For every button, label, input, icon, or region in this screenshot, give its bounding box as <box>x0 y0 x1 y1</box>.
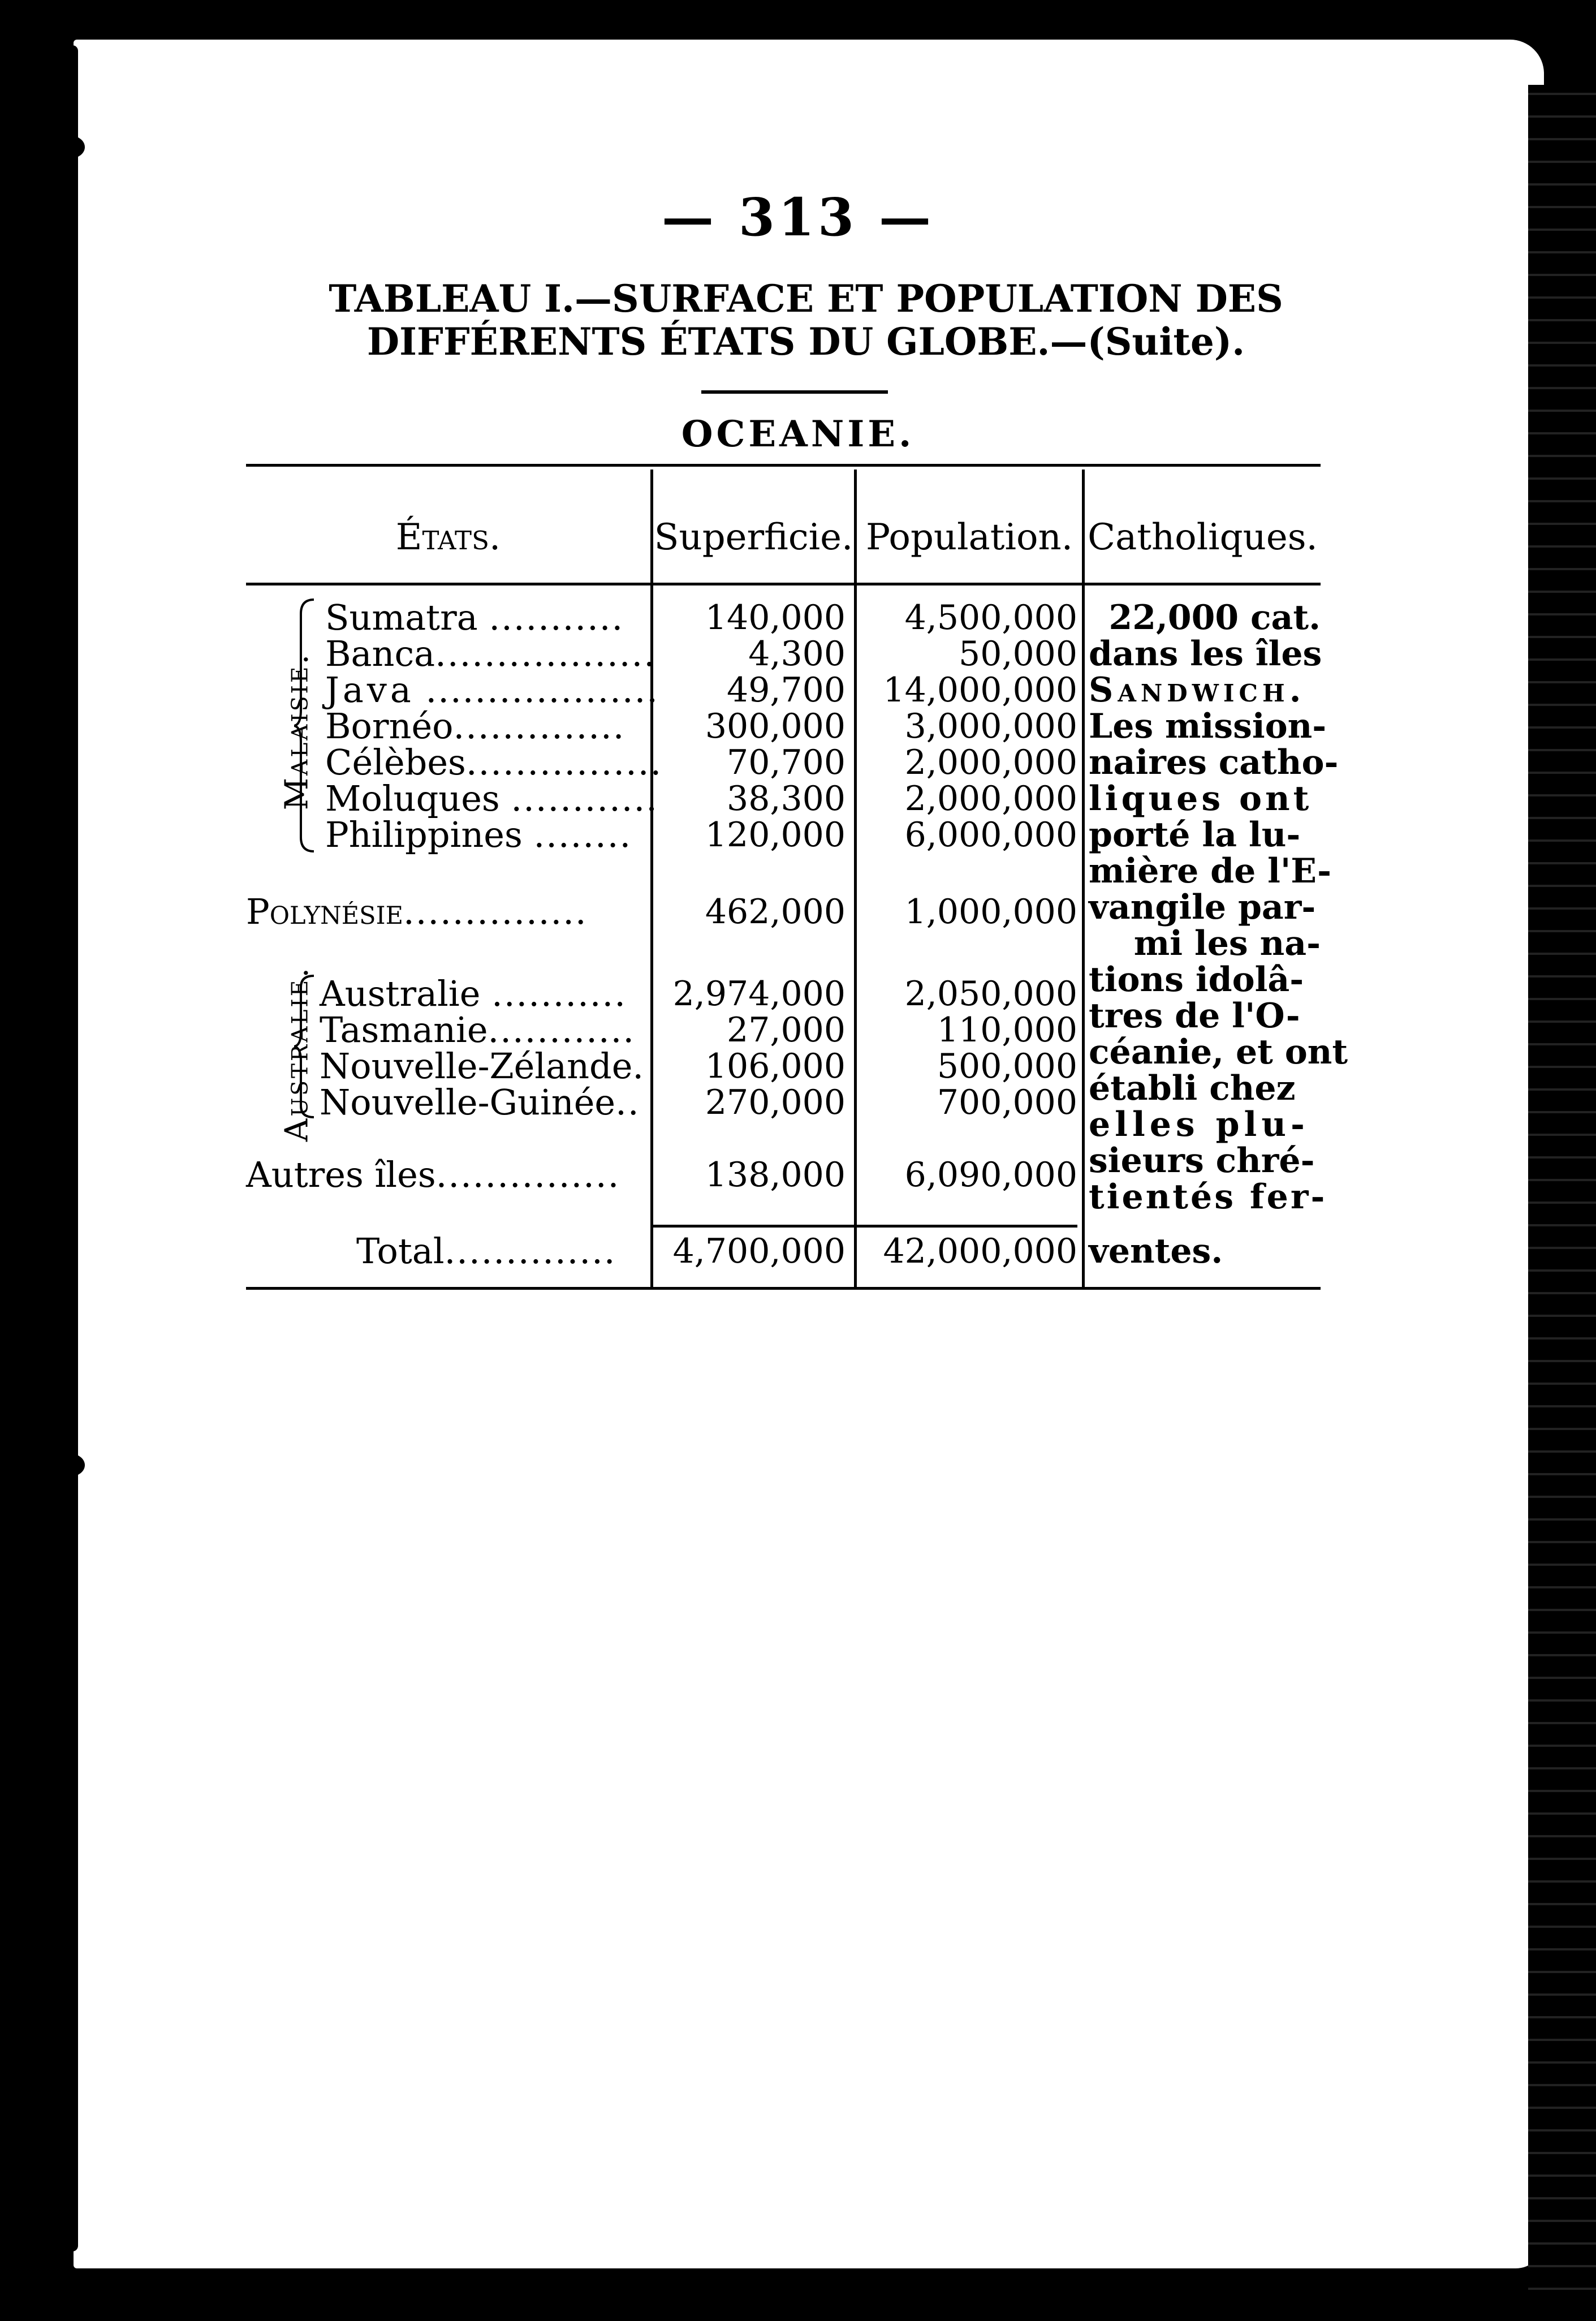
row-label: Sumatra ........... <box>325 597 624 638</box>
population-total: 42,000,000 <box>883 1231 1077 1271</box>
region-title: OCEANIE. <box>681 413 915 455</box>
catholics-note-line: ventes. <box>1089 1231 1223 1271</box>
surface-cell: 70,700 <box>727 743 846 782</box>
row-label: Philippines ........ <box>325 814 632 855</box>
catholics-note-line: naires catho- <box>1089 743 1339 782</box>
surface-cell: 300,000 <box>705 707 846 746</box>
surface-cell: 270,000 <box>705 1083 846 1122</box>
population-cell: 14,000,000 <box>883 670 1077 710</box>
catholics-note-line: dans les îles <box>1089 634 1322 674</box>
surface-cell: 140,000 <box>705 598 846 638</box>
catholics-note-line: elles plu- <box>1089 1105 1309 1144</box>
population-cell: 500,000 <box>937 1047 1077 1086</box>
table-title <box>283 277 1329 363</box>
catholics-note-line: mi les na- <box>1133 924 1321 963</box>
binding-thread <box>63 45 78 2251</box>
surface-cell: 27,000 <box>727 1010 846 1050</box>
population-cell: 110,000 <box>937 1010 1077 1050</box>
catholics-note-line: Sandwich. <box>1089 670 1306 710</box>
page-number: — 313 — <box>661 187 935 248</box>
surface-cell: 106,000 <box>705 1047 846 1086</box>
surface-cell: 38,300 <box>727 779 846 819</box>
row-label: Bornéo.............. <box>325 705 626 747</box>
row-label: Australie ........... <box>320 973 627 1014</box>
catholics-note-line: tions idolâ- <box>1089 960 1304 1000</box>
surface-cell: 138,000 <box>705 1155 846 1195</box>
header-surface: Superficie. <box>654 516 853 558</box>
row-label: Célèbes................ <box>325 742 663 783</box>
surface-cell: 2,974,000 <box>672 974 846 1014</box>
row-label: Java ................... <box>325 669 659 710</box>
population-cell: 2,000,000 <box>904 779 1077 819</box>
population-cell: 2,000,000 <box>904 743 1077 782</box>
catholics-note-line: 22,000 cat. <box>1108 598 1321 638</box>
table-bottom-rule <box>246 1287 1321 1290</box>
catholics-note-line: sieurs chré- <box>1089 1141 1315 1181</box>
title-line-2: DIFFÉRENTS ÉTATS DU GLOBE.—(Suite). <box>366 320 1245 364</box>
population-cell: 3,000,000 <box>904 707 1077 746</box>
binding-knot <box>57 136 85 158</box>
malaisie-brace <box>294 597 317 854</box>
australie-brace <box>294 973 317 1120</box>
header-population: Population. <box>865 516 1073 558</box>
catholics-note-line: porté la lu- <box>1089 815 1301 855</box>
row-label: Polynésie............... <box>246 891 588 932</box>
row-label: Banca.................. <box>325 633 656 674</box>
population-cell: 1,000,000 <box>904 892 1077 932</box>
population-cell: 4,500,000 <box>904 598 1077 638</box>
binding-knot <box>57 1454 85 1476</box>
population-cell: 2,050,000 <box>904 974 1077 1014</box>
population-cell: 700,000 <box>937 1083 1077 1122</box>
surface-cell: 4,300 <box>748 634 846 674</box>
population-table <box>246 464 1348 1293</box>
header-states: États. <box>395 516 501 558</box>
population-cell: 6,090,000 <box>904 1155 1077 1195</box>
surface-cell: 462,000 <box>705 892 846 932</box>
catholics-note-line: établi chez <box>1089 1069 1296 1108</box>
population-cell: 50,000 <box>959 634 1077 674</box>
total-label: Total.............. <box>356 1230 616 1272</box>
table-top-rule <box>246 464 1321 467</box>
catholics-note-line: céanie, et ont <box>1089 1032 1348 1072</box>
title-line-1: TABLEAU I.—SURFACE ET POPULATION DES <box>329 277 1283 321</box>
header-catholics: Catholiques. <box>1088 516 1318 558</box>
surface-cell: 120,000 <box>705 815 846 855</box>
row-label: Nouvelle-Zélande. <box>320 1045 644 1087</box>
catholics-note-line: tres de l'O- <box>1089 996 1300 1036</box>
column-rule <box>1082 470 1085 1287</box>
row-label: Nouvelle-Guinée.. <box>320 1082 640 1123</box>
population-cell: 6,000,000 <box>904 815 1077 855</box>
row-label: Tasmanie............ <box>320 1009 636 1050</box>
catholics-note-line: mière de l'E- <box>1089 851 1332 891</box>
surface-total: 4,700,000 <box>672 1231 846 1271</box>
catholics-note-line: tientés fer- <box>1089 1177 1327 1217</box>
surface-cell: 49,700 <box>727 670 846 710</box>
row-label: Moluques ............ <box>325 778 658 819</box>
total-rule <box>653 1225 1077 1228</box>
catholics-note-line: vangile par- <box>1089 888 1316 927</box>
catholics-note-line: liques ont <box>1089 779 1313 819</box>
title-rule <box>701 390 888 394</box>
row-label: Autres îles............... <box>246 1154 620 1195</box>
catholics-note-line: Les mission- <box>1089 707 1327 746</box>
header-rule <box>246 583 1321 585</box>
group-label-australie: Australie. <box>278 965 316 1142</box>
group-label-malaisie: Malaisie. <box>278 652 316 811</box>
